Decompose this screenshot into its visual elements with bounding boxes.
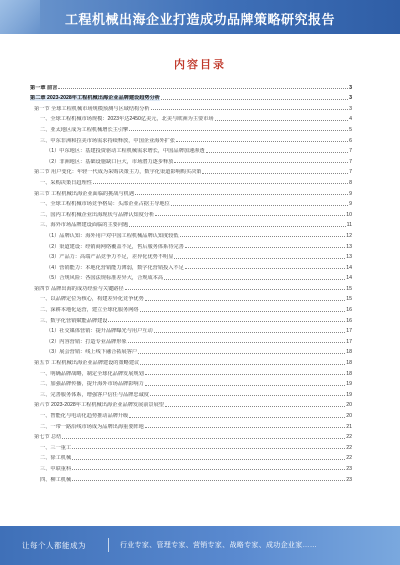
- toc-entry-page: 20: [346, 402, 352, 409]
- toc-entry-page: 8: [349, 179, 352, 186]
- toc-entry-label: 四、柳工机械: [40, 476, 72, 483]
- toc-leader-dots: [154, 332, 346, 333]
- toc-entry-label: 第五节 工程机械出海企业品牌建设的策略建议: [34, 360, 140, 367]
- toc-leader-dots: [145, 385, 345, 386]
- toc-entry[interactable]: [30, 165, 352, 176]
- toc-entry[interactable]: [30, 472, 352, 483]
- toc-entry[interactable]: [30, 324, 352, 335]
- toc-entry-label: （5）合规风险：各国法规标准差异大，合规成本高: [46, 275, 164, 282]
- toc-leader-dots: [128, 342, 346, 343]
- toc-entry-label: 三、数字化营销赋能品牌建设: [40, 317, 108, 324]
- toc-entry-page: 5: [349, 126, 352, 133]
- toc-leader-dots: [185, 247, 345, 248]
- toc-entry-page: 7: [349, 148, 352, 155]
- toc-entry-page: 18: [346, 349, 352, 356]
- toc-leader-dots: [174, 162, 348, 163]
- toc-entry[interactable]: [30, 218, 352, 229]
- toc-entry[interactable]: [30, 144, 352, 155]
- toc-entry-page: 14: [346, 264, 352, 271]
- toc-leader-dots: [145, 374, 345, 375]
- toc-leader-dots: [150, 395, 345, 396]
- toc-entry-label: 三、中东非洲和拉美市场需求持续释放，中国企业海外扩张: [40, 137, 175, 144]
- toc-entry-label: （3）展会营销：线上线下融合拓展客户: [46, 349, 138, 356]
- toc-entry-label: 二、加强品牌传播，提升海外市场品牌影响力: [40, 381, 144, 388]
- toc-leader-dots: [206, 152, 349, 153]
- toc-entry[interactable]: [30, 281, 352, 292]
- toc-entry-page: 20: [346, 413, 352, 419]
- toc-entry-page: 11: [346, 222, 352, 229]
- toc-heading: 内容目录: [174, 59, 226, 71]
- toc-entry-label: 第二章 2023-2028年工程机械出海企业品牌建设趋势分析: [30, 95, 160, 102]
- toc-entry-label: 第二节 用户变化：年轻一代成为采购决策主力，数字化渠道影响购买决策: [34, 169, 202, 176]
- toc-leader-dots: [155, 215, 345, 216]
- toc-entry-page: 9: [349, 190, 352, 197]
- toc-leader-dots: [145, 427, 345, 428]
- toc-entry-label: 二、国内工程机械企业出海现状与品牌认知度分析: [40, 211, 155, 218]
- toc-entry-page: 3: [349, 95, 352, 102]
- report-title: 工程机械出海企业打造成功品牌策略研究报告: [64, 12, 335, 27]
- toc-entry-page: 19: [346, 391, 352, 398]
- toc-entry-label: 三、海外市场品牌建设面临的主要问题: [40, 222, 129, 229]
- toc-entry-page: 22: [346, 455, 352, 462]
- toc-entry-label: 二、一带一路沿线市场成为品牌出海重要阵地: [40, 423, 144, 430]
- toc-leader-dots: [215, 120, 349, 121]
- toc-entry[interactable]: [30, 451, 352, 462]
- toc-entry-label: （2）内容营销：打造专业品牌形象: [46, 338, 127, 345]
- toc-leader-dots: [72, 448, 345, 449]
- toc-entry-page: 23: [346, 476, 352, 483]
- toc-entry[interactable]: [30, 313, 352, 324]
- toc-leader-dots: [140, 364, 345, 365]
- toc-entry[interactable]: [30, 207, 352, 218]
- toc-leader-dots: [58, 88, 348, 89]
- toc-leader-dots: [62, 438, 345, 439]
- toc-entry[interactable]: [30, 186, 352, 197]
- toc-entry-label: 一、全球工程机械市场竞争格局：头部企业占据主导地位: [40, 201, 170, 208]
- toc-entry-label: （2）非洲地区：基础设施缺口巨大，市场潜力逐步释放: [46, 158, 174, 165]
- toc-entry-label: （1）品牌认知：海外用户对中国工程机械品牌认知度较低: [46, 232, 179, 239]
- toc-leader-dots: [161, 99, 348, 100]
- toc-entry[interactable]: [30, 440, 352, 451]
- toc-entry-page: 18: [346, 370, 352, 377]
- toc-entry[interactable]: [30, 345, 352, 356]
- toc-leader-dots: [125, 289, 346, 290]
- toc-leader-dots: [108, 321, 345, 322]
- toc-entry-page: 14: [346, 275, 352, 282]
- toc-entry-page: 22: [346, 434, 352, 441]
- toc-entry-label: （3）产品力：高端产品竞争力不足，差异化优势不明显: [46, 254, 174, 261]
- toc-entry-label: 三、完善服务体系，增强客户信任与品牌忠诚度: [40, 391, 149, 398]
- toc-leader-dots: [129, 417, 345, 418]
- toc-entry[interactable]: [30, 101, 352, 112]
- toc-entry-page: 9: [349, 201, 352, 208]
- toc-leader-dots: [165, 406, 345, 407]
- toc-entry-page: 13: [346, 243, 352, 250]
- toc-leader-dots: [185, 268, 345, 269]
- toc-entry-page: 19: [346, 381, 352, 388]
- toc-leader-dots: [72, 459, 345, 460]
- toc-entry[interactable]: [30, 398, 352, 409]
- toc-leader-dots: [72, 480, 345, 481]
- toc-entry-label: 二、深耕本地化运营，建立全球化服务网络: [40, 307, 139, 314]
- toc-leader-dots: [72, 469, 345, 470]
- toc-entry-label: （1）中东地区：基建投资驱动工程机械需求增长，中国品牌加速渗透: [46, 148, 205, 155]
- toc-entry-label: 一、明确品牌战略，制定全球化品牌发展规划: [40, 370, 144, 377]
- toc-entry-label: （1）社交媒体营销：提升品牌曝光与用户互动: [46, 328, 153, 335]
- toc-entry-label: 三、中联重科: [40, 465, 72, 472]
- toc-entry[interactable]: [30, 239, 352, 250]
- toc-entry-label: 一、以品牌定位为核心，构建差异化竞争优势: [40, 296, 144, 303]
- toc-entry[interactable]: [30, 197, 352, 208]
- toc-entry[interactable]: [30, 175, 352, 186]
- toc-entry-label: 二、徐工机械: [40, 455, 72, 462]
- toc-entry-page: 16: [346, 317, 352, 324]
- footer-brand: 让每个人都能成为: [22, 541, 86, 550]
- toc-entry-page: 22: [346, 444, 352, 451]
- toc-entry[interactable]: [30, 461, 352, 472]
- toc-entry[interactable]: [30, 122, 352, 133]
- toc-entry-label: 第六节 2023-2028年工程机械出海企业品牌发展前景展望: [34, 402, 164, 409]
- toc-entry-page: 7: [349, 169, 352, 176]
- toc-entry-page: 16: [346, 307, 352, 314]
- toc-entry-page: 15: [346, 285, 352, 292]
- toc-entry-page: 17: [346, 338, 352, 345]
- toc-entry[interactable]: [30, 154, 352, 165]
- toc-entry[interactable]: [30, 271, 352, 282]
- toc-entry[interactable]: [30, 228, 352, 239]
- toc-entry[interactable]: [30, 355, 352, 366]
- toc-leader-dots: [176, 141, 348, 142]
- toc-leader-dots: [164, 279, 345, 280]
- toc-entry-page: 3: [349, 105, 352, 112]
- toc-entry-label: 一、采购决策日趋理性: [40, 179, 92, 186]
- table-of-contents: [30, 80, 352, 483]
- toc-entry-label: 一、智能化与电动化趋势推动品牌升级: [40, 413, 129, 419]
- toc-entry-page: 7: [349, 158, 352, 165]
- header-banner: [0, 0, 400, 34]
- footer-banner: [0, 526, 400, 565]
- toc-entry[interactable]: [30, 302, 352, 313]
- toc-entry-label: 一、全球工程机械市场规模：2023年达2450亿美元，北美与欧洲为主要市场: [40, 116, 214, 123]
- toc-entry[interactable]: [30, 133, 352, 144]
- toc-leader-dots: [202, 173, 348, 174]
- toc-entry-page: 18: [346, 360, 352, 367]
- toc-entry-page: 4: [349, 116, 352, 123]
- toc-entry-label: 第四节 品牌出海的成功经验与关键路径: [34, 285, 124, 292]
- toc-entry[interactable]: [30, 112, 352, 123]
- toc-leader-dots: [171, 205, 348, 206]
- footer-roles: 行业专家、管理专家、营销专家、战略专家、成功企业家……: [120, 542, 318, 549]
- toc-entry[interactable]: [30, 91, 352, 102]
- toc-entry[interactable]: [30, 80, 352, 91]
- toc-entry[interactable]: [30, 334, 352, 345]
- toc-leader-dots: [145, 300, 345, 301]
- toc-entry[interactable]: [30, 260, 352, 271]
- toc-entry-label: （2）渠道建设：经销商网络覆盖不足，售后服务体系待完善: [46, 243, 184, 250]
- toc-leader-dots: [151, 109, 349, 110]
- toc-entry[interactable]: [30, 250, 352, 261]
- toc-entry-label: 一、三一重工: [40, 444, 72, 451]
- toc-entry-label: 第一章 前言: [30, 84, 58, 91]
- toc-entry-label: 第三节 工程机械出海企业面临的挑战与机遇: [34, 190, 135, 197]
- toc-entry-page: 23: [346, 465, 352, 472]
- toc-entry[interactable]: [30, 419, 352, 430]
- toc-entry[interactable]: [30, 408, 352, 419]
- toc-leader-dots: [129, 130, 348, 131]
- toc-entry[interactable]: [30, 430, 352, 441]
- toc-entry[interactable]: [30, 292, 352, 303]
- toc-leader-dots: [174, 258, 345, 259]
- toc-leader-dots: [180, 236, 346, 237]
- toc-entry-page: 17: [346, 328, 352, 335]
- toc-entry-label: 第七节 总结: [34, 434, 62, 441]
- toc-entry-label: 第一节 全球工程机械市场规模预测与区域结构分析: [34, 105, 150, 112]
- toc-entry[interactable]: [30, 387, 352, 398]
- toc-entry-page: 3: [349, 84, 352, 91]
- toc-entry[interactable]: [30, 377, 352, 388]
- toc-entry-page: 15: [346, 296, 352, 303]
- toc-leader-dots: [140, 311, 346, 312]
- toc-entry-page: 10: [346, 211, 352, 218]
- toc-entry-page: 13: [346, 254, 352, 261]
- toc-entry[interactable]: [30, 366, 352, 377]
- toc-entry-page: 6: [349, 137, 352, 144]
- toc-entry-label: （4）营销能力：本地化营销能力薄弱，数字化营销投入不足: [46, 264, 184, 271]
- toc-leader-dots: [129, 226, 345, 227]
- toc-leader-dots: [93, 183, 348, 184]
- toc-leader-dots: [138, 353, 345, 354]
- toc-entry-page: 21: [346, 423, 352, 430]
- footer-divider: [108, 538, 109, 552]
- toc-entry-label: 二、亚太地区成为工程机械增长主引擎: [40, 126, 129, 133]
- toc-entry-page: 12: [346, 232, 352, 239]
- toc-leader-dots: [135, 194, 348, 195]
